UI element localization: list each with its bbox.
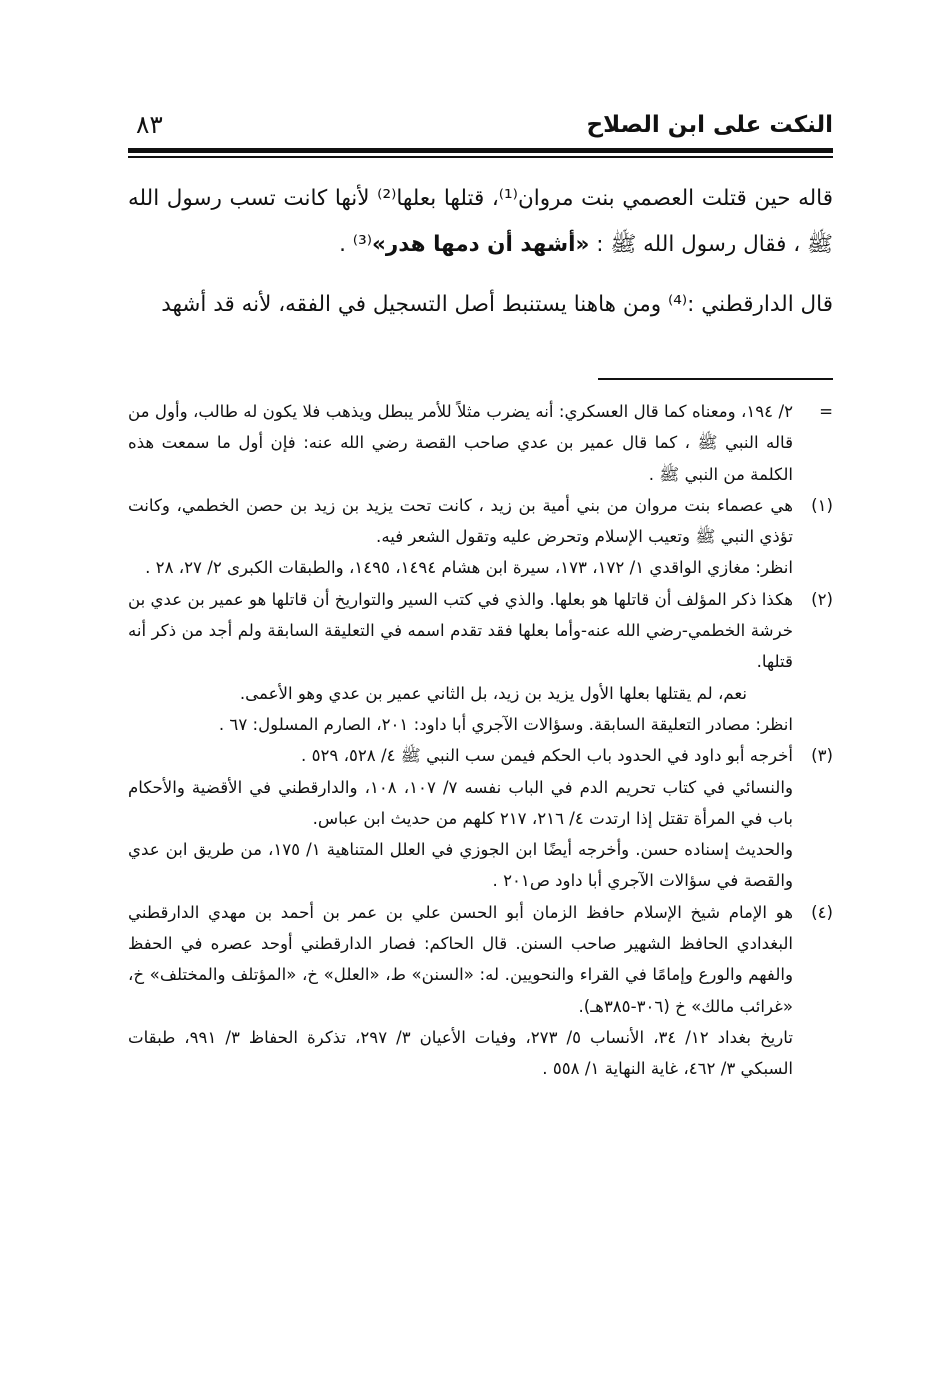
footnote-text: والحديث إسناده حسن. وأخرجه أيضًا ابن الجوزي في العلل المتناهية ١/ ١٧٥، من طريق ابن عدي والقصة في سؤالات الآجري أبا داود ص٢٠١ .	[128, 840, 793, 891]
footnote-reference: انظر: مصادر التعليقة السابقة. وسؤالات الآجري أبا داود: ٢٠١، الصارم المسلول: ٦٧ .	[218, 714, 793, 734]
footnote-text: هو الإمام شيخ الإسلام حافظ الزمان أبو الحسن علي بن عمر بن أحمد بن مهدي الدارقطني البغدادي الحافظ الشهير صاحب السنن. قال الحاكم: فصار الدارقطني أوحد عصره في الحفظ والفهم والورع وإمامًا في القراء والنحويين. له: «السنن» ط، «العلل» خ، «المؤتلف والمختلف» خ، «غرائب مالك» خ (٣٠٦-٣٨٥هـ).	[128, 902, 793, 1016]
footnote-text: أخرجه أبو داود في الحدود باب الحكم فيمن سب النبي ﷺ ٤/ ٥٢٨، ٥٢٩ .	[301, 746, 793, 766]
footnote-inset-note: نعم، لم يقتلها بعلها الأول يزيد بن زيد، بل الثاني عمير بن عدي وهو الأعمى.	[239, 683, 747, 703]
footnote-reference: تاريخ بغداد ١٢/ ٣٤، الأنساب ٥/ ٢٧٣، وفيات الأعيان ٣/ ٢٩٧، تذكرة الحفاظ ٣/ ٩٩١، طبقات السبكي ٣/ ٤٦٢، غاية النهاية ١/ ٥٥٨ .	[128, 1027, 793, 1079]
body-paragraph-1	[128, 176, 833, 268]
footnotes	[128, 396, 833, 1085]
footnote-3	[128, 740, 833, 896]
footnote-text: والنسائي في كتاب تحريم الدم في الباب نفسه ٧/ ١٠٧، ١٠٨، والدارقطني في الأقضية والأحكام باب في المرأة تقتل إذا ارتدت ٤/ ٢١٦، ٢١٧ كلهم من حديث ابن عباس.	[128, 777, 793, 828]
footnote-marker: (٤)	[811, 902, 833, 922]
header-rule-thick	[128, 148, 833, 153]
footnote-4	[128, 897, 833, 1085]
footnote-text: هي عصماء بنت مروان من بني أمية بن زيد ، كانت تحت يزيد بن زيد بن حصن الخطمي، وكانت تؤذي النبي ﷺ وتعيب الإسلام وتحرض عليه وتقول الشعر فيه.	[128, 495, 793, 547]
hadith-quote: «أشهد أن دمها هدر»	[372, 232, 590, 257]
footnote-reference: انظر: مغازي الواقدي ١/ ١٧٢، ١٧٣، سيرة ابن هشام ١٤٩٤، ١٤٩٥، والطبقات الكبرى ٢/ ٢٧، ٢٨ .	[145, 558, 793, 578]
footnote-marker: =	[819, 402, 833, 421]
footnote-continuation	[128, 396, 833, 490]
page-number: ٨٣	[136, 110, 163, 139]
footnote-text: هكذا ذكر المؤلف أن قاتلها هو بعلها. والذي في كتب السير والتواريخ أن قاتلها هو عمير بن عدي بن خرشة الخطمي-رضي الله عنه-وأما بعلها فقد تقدم اسمه في التعليقة السابقة ولم أجد من ذكر أنه قتلها.	[128, 589, 793, 672]
footnote-separator	[598, 378, 833, 380]
paragraph-1-ending: ⁽³⁾ .	[339, 232, 372, 257]
page-header	[128, 108, 833, 150]
footnote-2	[128, 584, 833, 740]
footnote-marker: (٢)	[811, 589, 833, 609]
body-paragraph-2: قال الدارقطني :⁽⁴⁾ ومن هاهنا يستنبط أصل التسجيل في الفقه، لأنه قد أشهد	[161, 292, 833, 317]
header-rule-thin	[128, 156, 833, 158]
footnote-marker: (١)	[811, 495, 833, 515]
footnote-marker: (٣)	[811, 746, 833, 766]
footnote-1	[128, 490, 833, 584]
main-text	[128, 176, 833, 342]
paragraph-1-text: قاله حين قتلت العصمي بنت مروان⁽¹⁾، قتلها بعلها⁽²⁾ لأنها كانت تسب رسول الله ﷺ ، فقال رسول الله ﷺ :	[128, 186, 833, 257]
footnote-text: ٢/ ١٩٤، ومعناه كما قال العسكري: أنه يضرب مثلاً للأمر يبطل ويذهب فلا يكون له طالب، وأول من قاله النبي ﷺ ، كما قال عمير بن عدي صاحب القصة رضي الله عنه: فإن أول ما سمعت هذه الكلمة من النبي ﷺ .	[128, 402, 793, 484]
running-title: النكت على ابن الصلاح	[586, 112, 833, 138]
